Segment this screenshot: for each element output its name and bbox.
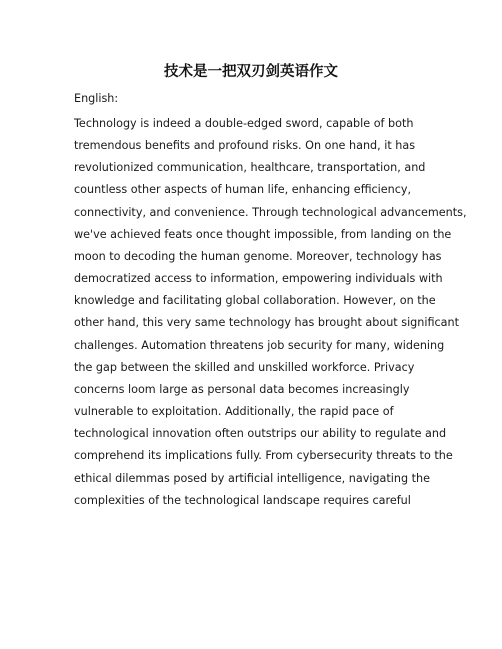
essay-line: connectivity, and convenience. Through technological advancements, xyxy=(74,205,467,219)
essay-line: comprehend its implications fully. From cybersecurity threats to the xyxy=(74,449,453,463)
essay-body xyxy=(74,113,467,512)
essay-line: concerns loom large as personal data becomes increasingly xyxy=(74,382,410,396)
essay-line: the gap between the skilled and unskilled workforce. Privacy xyxy=(74,360,415,374)
essay-line: countless other aspects of human life, enhancing efficiency, xyxy=(74,183,412,197)
essay-line: complexities of the technological landscape requires careful xyxy=(74,493,411,507)
essay-line: moon to decoding the human genome. Moreover, technology has xyxy=(74,249,442,263)
essay-line: tremendous benefits and profound risks. On one hand, it has xyxy=(74,139,416,153)
essay-line: democratized access to information, empowering individuals with xyxy=(74,272,443,286)
essay-line: knowledge and facilitating global collaboration. However, on the xyxy=(74,294,436,308)
essay-line: other hand, this very same technology has brought about significant xyxy=(74,316,460,330)
essay-line: challenges. Automation threatens job security for many, widening xyxy=(74,338,445,352)
essay-line: we've achieved feats once thought impossible, from landing on the xyxy=(74,227,452,241)
essay-line: ethical dilemmas posed by artificial intelligence, navigating the xyxy=(74,471,430,485)
essay-line: revolutionized communication, healthcare, transportation, and xyxy=(74,161,426,175)
essay-line: vulnerable to exploitation. Additionally, the rapid pace of xyxy=(74,405,394,419)
language-label: English: xyxy=(74,92,119,105)
essay-line: technological innovation often outstrips our ability to regulate and xyxy=(74,427,447,441)
document-title: 技术是一把双刃剑英语作文 xyxy=(164,64,338,80)
essay-line: Technology is indeed a double-edged sword, capable of both xyxy=(74,117,414,130)
